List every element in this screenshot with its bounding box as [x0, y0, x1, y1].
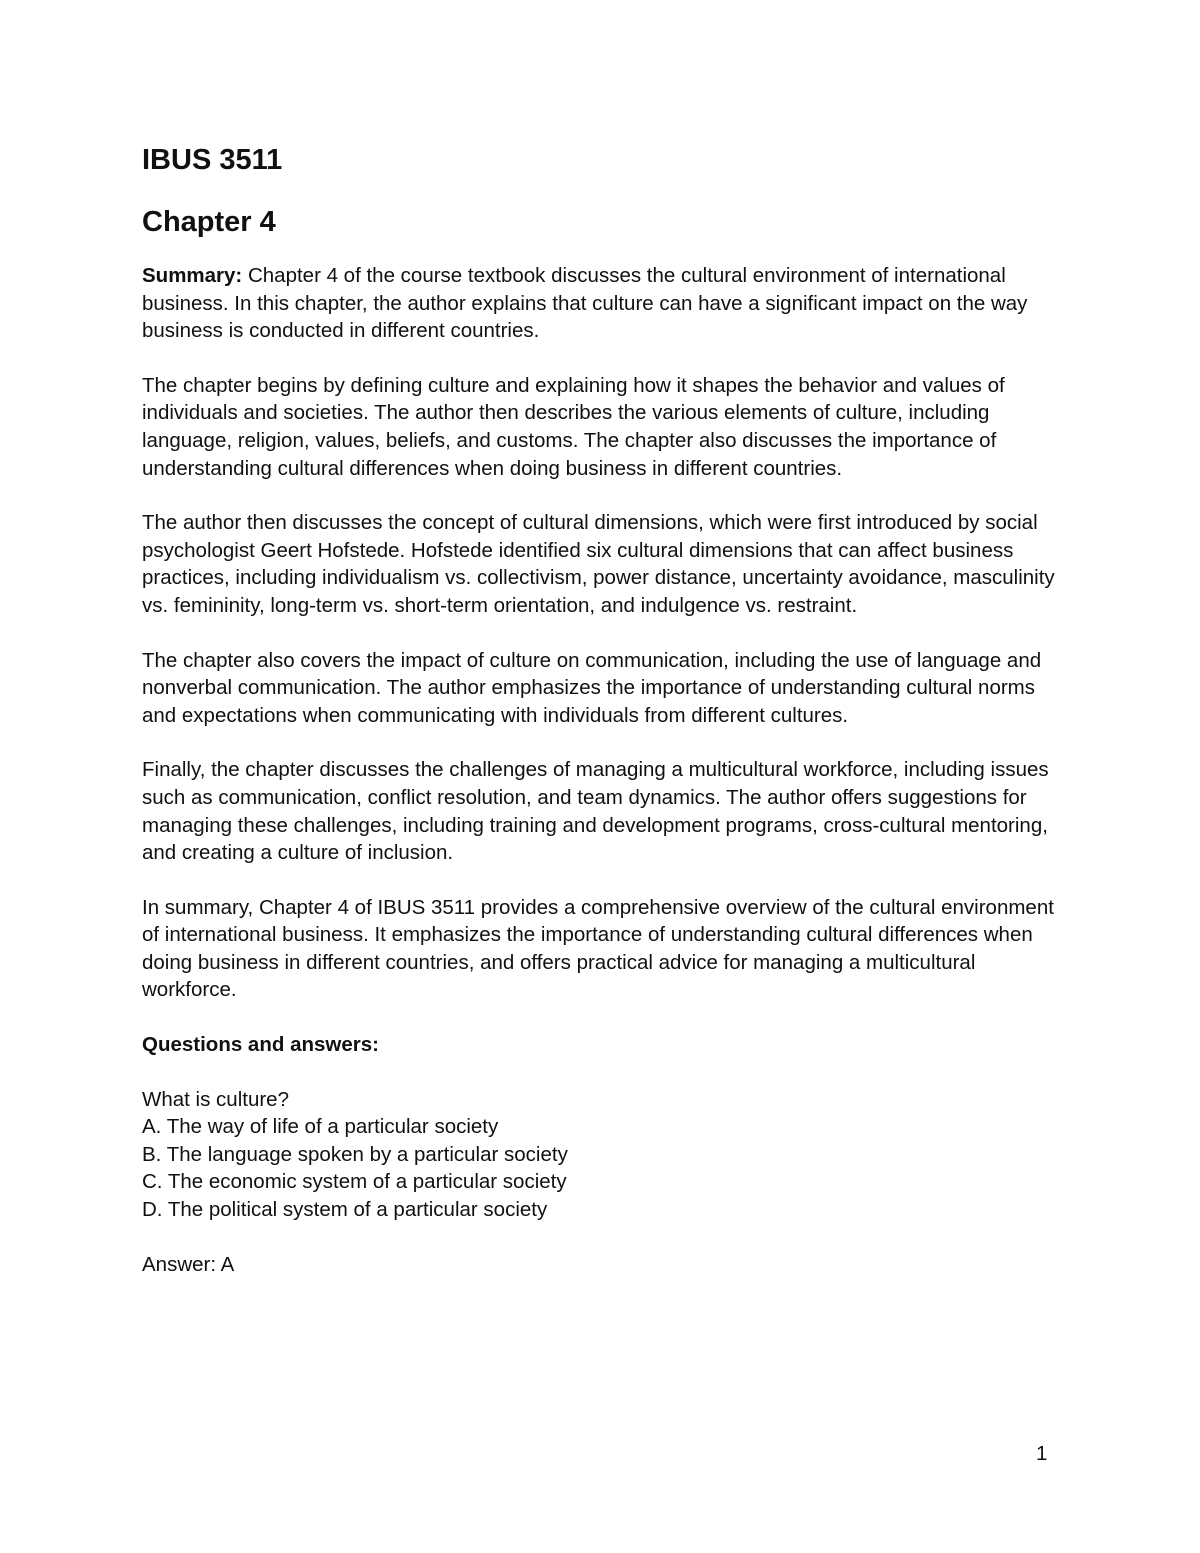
qa-heading: Questions and answers:	[142, 1033, 379, 1057]
question-block	[142, 1086, 1062, 1224]
question-text: What is culture?	[142, 1087, 289, 1111]
paragraph-culture-definition: The chapter begins by defining culture and explaining how it shapes the behavior and values of individuals and societies. The author then describes the various elements of culture, including language, religion, values, beliefs, and customs. The chapter also discusses the importance of understanding cultural differences when doing business in different countries.	[142, 373, 1005, 480]
summary-label: Summary:	[142, 264, 243, 287]
answer-text: Answer: A	[142, 1252, 235, 1276]
summary-paragraph	[142, 262, 1062, 345]
paragraph-communication: The chapter also covers the impact of culture on communication, including the use of language and nonverbal communication. The author emphasizes the importance of understanding cultural norms and expectations when communicating with individuals from different cultures.	[142, 648, 1042, 727]
answer-option-b: B. The language spoken by a particular society	[142, 1142, 568, 1166]
summary-text: Chapter 4 of the course textbook discusses the cultural environment of international business. In this chapter, the author explains that culture can have a significant impact on the way business is conducted in different countries.	[142, 264, 1028, 343]
chapter-title: Chapter 4	[142, 206, 276, 238]
answer-option-d: D. The political system of a particular society	[142, 1198, 548, 1222]
document-page	[142, 142, 1062, 1278]
answer-option-a: A. The way of life of a particular society	[142, 1115, 499, 1139]
paragraph-cultural-dimensions: The author then discusses the concept of cultural dimensions, which were first introduced by social psychologist Geert Hofstede. Hofstede identified six cultural dimensions that can affect business practices, including individualism vs. collectivism, power distance, uncertainty avoidance, masculinity vs. femininity, long-term vs. short-term orientation, and indulgence vs. restraint.	[142, 511, 1055, 617]
paragraph-conclusion: In summary, Chapter 4 of IBUS 3511 provides a comprehensive overview of the cultural environment of international business. It emphasizes the importance of understanding cultural differences when doing business in different countries, and offers practical advice for managing a multicultural workforce.	[142, 895, 1054, 1002]
course-title: IBUS 3511	[142, 144, 283, 176]
paragraph-multicultural-workforce: Finally, the chapter discusses the challenges of managing a multicultural workforce, including issues such as communication, conflict resolution, and team dynamics. The author offers suggestions for managing these challenges, including training and development programs, cross-cultural mentoring, and creating a culture of inclusion.	[142, 758, 1049, 865]
page-number: 1	[1036, 1442, 1048, 1465]
answer-option-c: C. The economic system of a particular society	[142, 1170, 567, 1194]
